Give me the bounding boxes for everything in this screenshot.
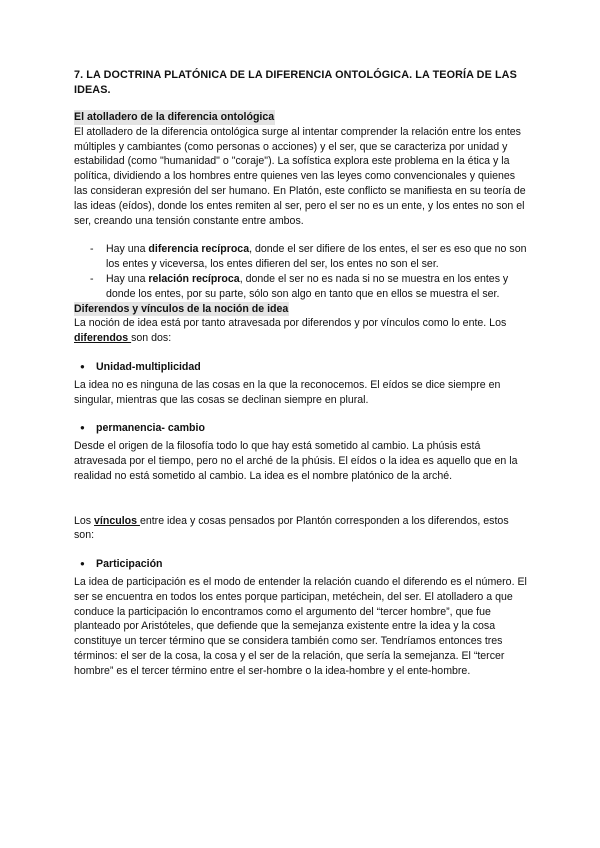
bullet-heading: ● Participación <box>74 557 530 572</box>
section-atolladero <box>74 110 530 228</box>
paragraph: El atolladero de la diferencia ontológica surge al intentar comprender la relación entre los entes múltiples y cambiantes (como personas o acciones) y el ser, que se caracteriza por unidad y estabilidad (como "humanidad" o "coraje"). La sofística explora este problema en la ética y la política, dividiendo a los hombres entre quienes ven las leyes como convencionales y quienes las consideran expresión del ser humano. En Platón, este conflicto se manifiesta en su teoría de las ideas (eídos), donde los entes remiten al ser, pero el ser no es un ente, y los entes no son el ser, creando una tensión constante entre ambos. <box>74 125 526 227</box>
document-title: 7. LA DOCTRINA PLATÓNICA DE LA DIFERENCIA ONTOLÓGICA. LA TEORÍA DE LAS IDEAS. <box>74 69 517 96</box>
document-page <box>74 68 530 679</box>
paragraph: La idea no es ninguna de las cosas en la que la reconocemos. El eídos se dice siempre en singular, mientras que las cosas se declinan siempre en plural. <box>74 378 501 406</box>
paragraph: Los vínculos entre idea y cosas pensados por Plantón corresponden a los diferendos, estos son: <box>74 514 509 542</box>
list-item: - Hay una relación recíproca, donde el ser no es nada si no se muestra en los entes y donde los entes, por su parte, sólo son algo en tanto que en ellos se muestra el ser. <box>90 272 530 302</box>
list-item: - Hay una diferencia recíproca, donde el ser difiere de los entes, el ser es eso que no son los entes y viceversa, los entes difieren del ser, los entes no son el ser. <box>90 242 530 272</box>
paragraph: Desde el origen de la filosofía todo lo que hay está sometido al cambio. La phúsis está atravesada por el tiempo, pero no el arché de la phúsis. El eídos o la idea es aquello que en la realidad no está sometido al cambio. La idea es el nombre platónico de la arché. <box>74 440 518 482</box>
section-diferendos <box>74 302 530 679</box>
section-heading: El atolladero de la diferencia ontológica <box>74 111 275 123</box>
section-heading: Diferendos y vínculos de la noción de idea <box>74 302 289 315</box>
bullet-heading: ● permanencia- cambio <box>74 421 530 436</box>
paragraph: La noción de idea está por tanto atravesada por diferendos y por vínculos como lo ente. Los diferendos son dos: <box>74 317 507 345</box>
dash-list <box>74 242 530 301</box>
paragraph: La idea de participación es el modo de entender la relación cuando el diferendo es el número. El ser se encuentra en todos los entes porque participan, metéchein, del ser. El atolladero a que conduce la participación lo encontramos como el argumento del “tercer hombre”, que fue planteado por Aristóteles, que defiende que la semejanza existente entre la idea y la cosa constituye un tercer término que se considera también como ser. Tendríamos entonces tres términos: el ser de la cosa, la cosa y el ser de la relación, que sería la semejanza. El “tercer hombre” es el tercer término entre el ser-hombre o la idea-hombre y el ente-hombre. <box>74 575 527 677</box>
bullet-heading: ● Unidad-multiplicidad <box>74 360 530 375</box>
